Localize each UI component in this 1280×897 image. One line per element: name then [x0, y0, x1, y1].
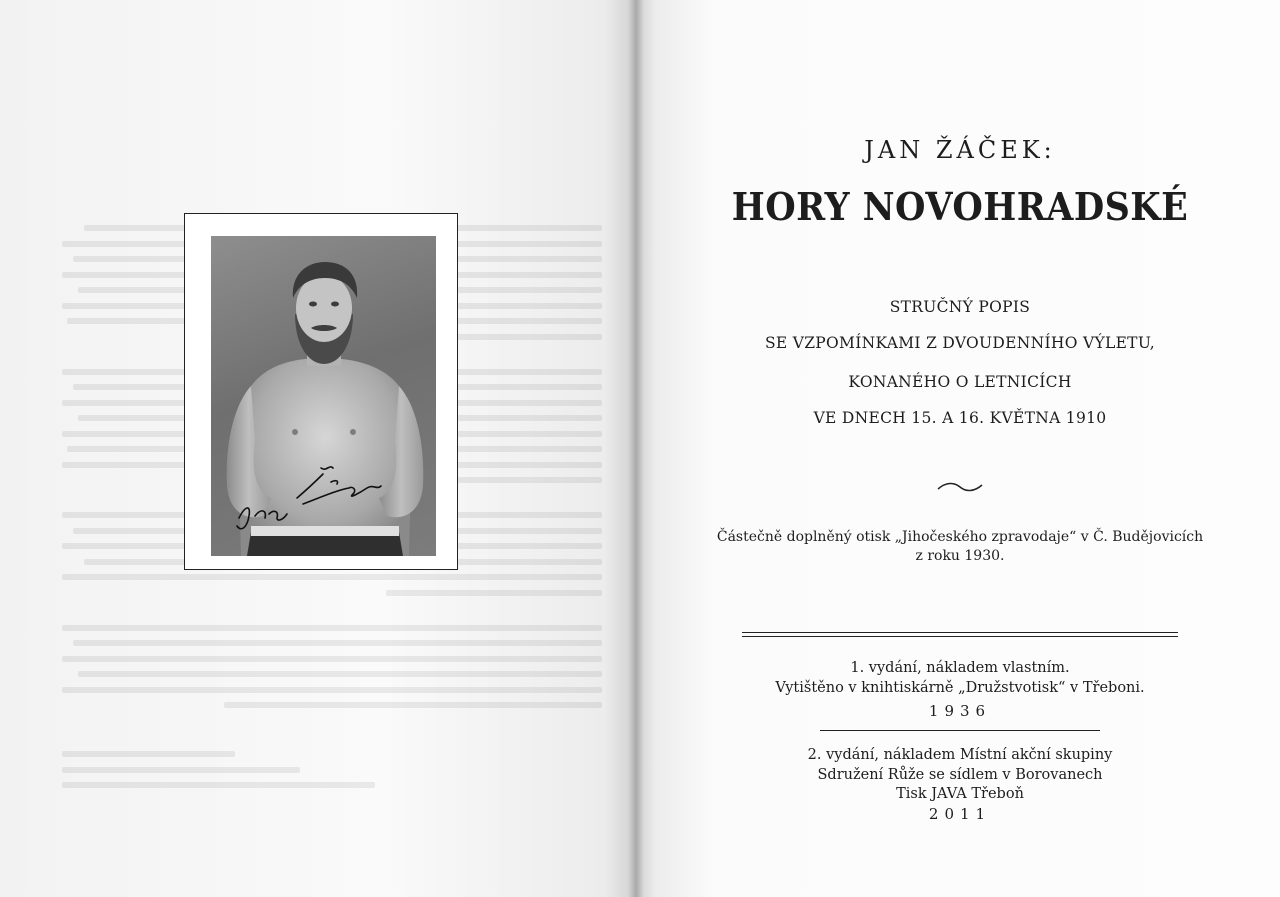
subtitle-line-3: KONANÉHO O LETNICÍCH: [848, 373, 1072, 391]
portrait-illustration: [211, 236, 436, 556]
first-edition-line-1: 1. vydání, nákladem vlastním.: [850, 660, 1070, 676]
second-edition-year: 2011: [928, 805, 992, 823]
author-name: JAN ŽÁČEK:: [864, 136, 1056, 164]
first-edition-line-2: Vytištěno v knihtiskárně „Družstvotisk“ v Třeboni.: [775, 680, 1145, 696]
subtitle-line-4: VE DNECH 15. A 16. KVĚTNA 1910: [813, 409, 1107, 427]
second-edition-line-1: 2. vydání, nákladem Místní akční skupiny: [807, 747, 1113, 763]
portrait-photo: [211, 236, 436, 556]
subtitle-line-1: STRUČNÝ POPIS: [889, 298, 1031, 316]
ornament-flourish-icon: [936, 480, 984, 494]
second-edition-line-3: Tisk JAVA Třeboň: [896, 786, 1024, 802]
divider-rule: [820, 730, 1100, 731]
portrait-photo-frame: [184, 213, 458, 570]
note-line-1: Částečně doplněný otisk „Jihočeského zpravodaje“ v Č. Budějovicích: [716, 529, 1204, 545]
second-edition-line-2: Sdružení Růže se sídlem v Borovanech: [817, 767, 1103, 783]
book-gutter: [628, 0, 644, 897]
left-page: [0, 0, 636, 897]
subtitle-line-2: SE VZPOMÍNKAMI Z DVOUDENNÍHO VÝLETU,: [764, 334, 1155, 352]
first-edition-year: 1936: [928, 702, 992, 720]
note-line-2: z roku 1930.: [915, 548, 1005, 564]
book-title: HORY NOVOHRADSKÉ: [731, 184, 1189, 229]
double-rule: [742, 632, 1178, 637]
